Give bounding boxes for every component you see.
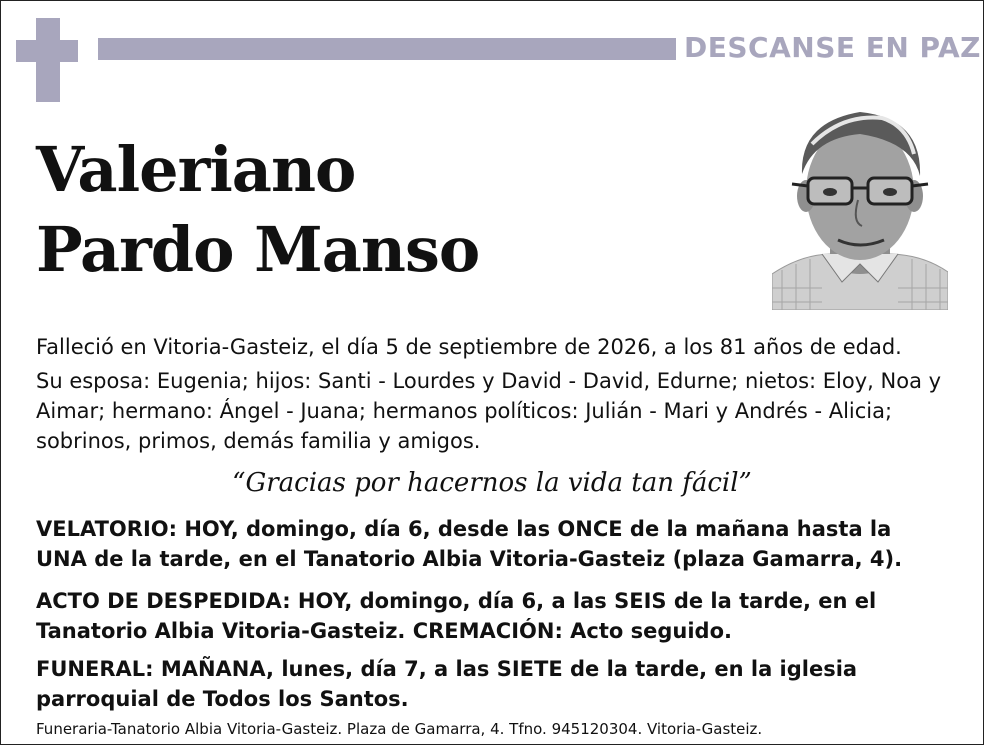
- farewell-details: ACTO DE DESPEDIDA: HOY, domingo, día 6, a las SEIS de la tarde, en el Tanatorio Albia Vitoria-Gasteiz. CREMACIÓN: Acto seguido.: [36, 589, 877, 643]
- deceased-surnames: Pardo Manso: [36, 213, 480, 286]
- deceased-photo: [772, 104, 948, 310]
- header-band: [98, 38, 676, 60]
- death-notice: Falleció en Vitoria-Gasteiz, el día 5 de septiembre de 2026, a los 81 años de edad.: [36, 335, 902, 359]
- quote: “Gracias por hacernos la vida tan fácil”: [232, 468, 752, 498]
- family-list: Su esposa: Eugenia; hijos: Santi - Lourdes y David - David, Edurne; nietos: Eloy, Noa y Aimar; hermano: Ángel - Juana; hermanos políticos: Julián - Mari y Andrés - Alicia; sobrinos, primos, demás familia y amigos.: [36, 369, 942, 453]
- funeral-details: FUNERAL: MAÑANA, lunes, día 7, a las SIETE de la tarde, en la iglesia parroquial de Todos los Santos.: [36, 657, 858, 711]
- deceased-name: [36, 130, 479, 290]
- header-title: DESCANSE EN PAZ: [684, 31, 981, 64]
- wake-details: VELATORIO: HOY, domingo, día 6, desde las ONCE de la mañana hasta la UNA de la tarde, en el Tanatorio Albia Vitoria-Gasteiz (plaza Gamarra, 4).: [36, 517, 903, 571]
- deceased-first-name: Valeriano: [36, 133, 356, 206]
- cross-icon-bar: [16, 40, 78, 62]
- funeral-home-footer: Funeraria-Tanatorio Albia Vitoria-Gasteiz. Plaza de Gamarra, 4. Tfno. 945120304. Vitoria-Gasteiz.: [36, 720, 763, 738]
